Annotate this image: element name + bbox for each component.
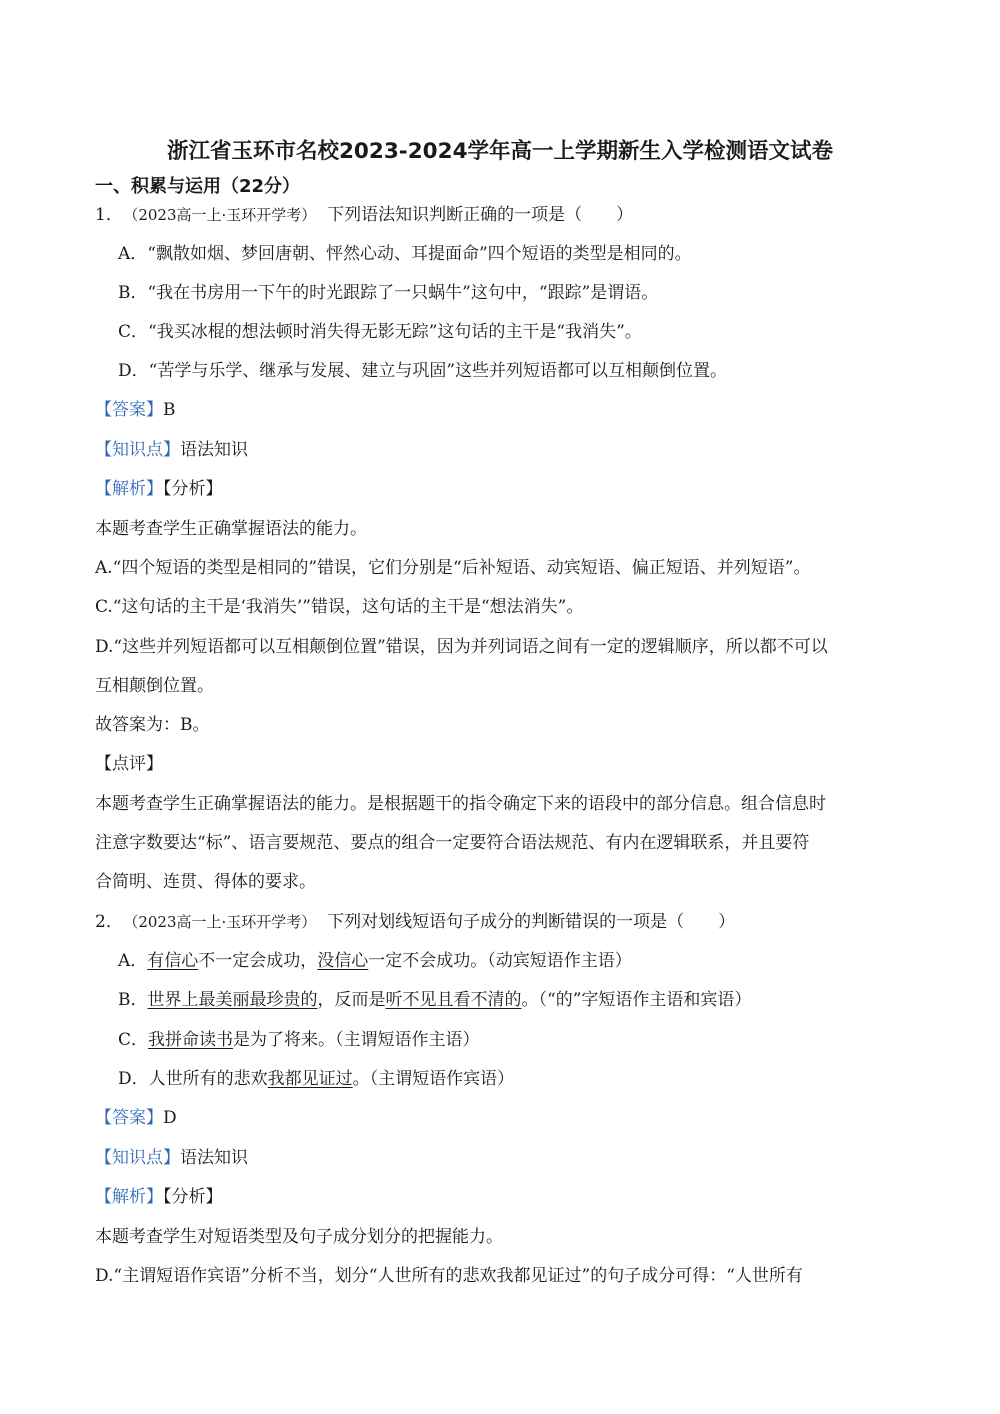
question-number: 2． (95, 912, 123, 932)
option-prefix: B． (118, 990, 148, 1010)
option-text: 不一定会成功， (198, 951, 318, 971)
q1-analysis-line: D.“这些并列短语都可以互相颠倒位置”错误，因为并列词语之间有一定的逻辑顺序，所以都不可以 (95, 637, 828, 657)
q1-review-label: 【点评】 (95, 754, 163, 774)
option-prefix: D． (118, 1069, 149, 1089)
answer-value: D (163, 1108, 177, 1128)
option-text: 人世所有的悲欢 (148, 1069, 268, 1089)
q2-answer (95, 1107, 177, 1129)
q1-answer (95, 399, 176, 421)
exam-title: 浙江省玉环市名校2023-2024学年高一上学期新生入学检测语文试卷 (166, 139, 834, 164)
q1-option-d: D．“苦学与乐学、继承与发展、建立与巩固”这些并列短语都可以互相颠倒位置。 (118, 361, 728, 381)
q2-option-c (118, 1029, 480, 1051)
answer-label: 【答案】 (95, 1108, 163, 1128)
option-text: 一定不会成功。（动宾短语作主语） (368, 951, 632, 971)
question-source: （2023高一上·玉环开学考） (130, 913, 317, 931)
q1-analysis-line: 故答案为：B。 (95, 715, 210, 735)
q2-analysis-line: 本题考查学生对短语类型及句子成分划分的把握能力。 (95, 1227, 503, 1247)
q1-analysis-line: 互相颠倒位置。 (95, 676, 214, 696)
q2-analysis-header (95, 1186, 223, 1208)
question-source: （2023高一上·玉环开学考） (130, 206, 317, 224)
underlined-phrase: 没信心 (317, 951, 369, 971)
fenxi-label: 【分析】 (163, 479, 223, 499)
q1-review-line: 注意字数要达“标”、语言要规范、要点的组合一定要符合语法规范、有内在逻辑联系，并且要符 (95, 833, 810, 853)
question-2 (95, 911, 735, 933)
underlined-phrase: 世界上最美丽最珍贵的 (147, 990, 318, 1010)
fenxi-label: 【分析】 (163, 1187, 223, 1207)
option-text: 。（主谓短语作宾语） (352, 1069, 515, 1089)
q1-option-c: C．“我买冰棍的想法顿时消失得无影无踪”这句话的主干是“我消失”。 (118, 322, 642, 342)
underlined-phrase: 听不见且看不清的 (385, 990, 522, 1010)
option-text: ，反而是 (317, 990, 386, 1010)
q1-analysis-line: 本题考查学生正确掌握语法的能力。 (95, 519, 367, 539)
analysis-label: 【解析】 (95, 1187, 163, 1207)
knowledge-label: 【知识点】 (95, 1148, 180, 1168)
q1-option-a: A．“飘散如烟、梦回唐朝、怦然心动、耳提面命”四个短语的类型是相同的。 (118, 244, 692, 264)
question-stem: 下列语法知识判断正确的一项是（ ） (327, 205, 634, 225)
question-number: 1． (95, 205, 123, 225)
section-heading: 一、积累与运用（22分） (95, 176, 301, 197)
q2-option-d (118, 1068, 514, 1090)
underlined-phrase: 我都见证过 (267, 1069, 353, 1089)
underlined-phrase: 我拼命读书 (148, 1030, 234, 1050)
knowledge-value: 语法知识 (180, 1148, 248, 1168)
option-text: 是为了将来。（主谓短语作主语） (233, 1030, 480, 1050)
q1-analysis-header (95, 478, 223, 500)
option-prefix: A． (118, 951, 148, 971)
q1-review-line: 合简明、连贯、得体的要求。 (95, 872, 316, 892)
question-1 (95, 204, 633, 226)
q2-option-b (118, 989, 751, 1011)
answer-label: 【答案】 (95, 400, 163, 420)
analysis-label: 【解析】 (95, 479, 163, 499)
q2-option-a (118, 950, 632, 972)
q2-analysis-line: D.“主谓短语作宾语”分析不当，划分“人世所有的悲欢我都见证过”的句子成分可得：“人世所有 (95, 1266, 803, 1286)
q1-option-b: B．“我在书房用一下午的时光跟踪了一只蜗牛”这句中，“跟踪”是谓语。 (118, 283, 659, 303)
q1-analysis-line: C.“这句话的主干是‘我消失’”错误，这句话的主干是“想法消失”。 (95, 597, 584, 617)
knowledge-label: 【知识点】 (95, 440, 180, 460)
q1-review-line: 本题考查学生正确掌握语法的能力。是根据题干的指令确定下来的语段中的部分信息。组合信息时 (95, 794, 826, 814)
option-text: 。（“的”字短语作主语和宾语） (521, 990, 752, 1010)
answer-value: B (163, 400, 176, 420)
option-prefix: C． (118, 1030, 149, 1050)
q1-analysis-line: A.“四个短语的类型是相同的”错误，它们分别是“后补短语、动宾短语、偏正短语、并列短语”。 (95, 558, 811, 578)
question-stem: 下列对划线短语句子成分的判断错误的一项是（ ） (327, 912, 736, 932)
q1-knowledge (95, 439, 248, 461)
underlined-phrase: 有信心 (147, 951, 199, 971)
knowledge-value: 语法知识 (180, 440, 248, 460)
q2-knowledge (95, 1147, 248, 1169)
